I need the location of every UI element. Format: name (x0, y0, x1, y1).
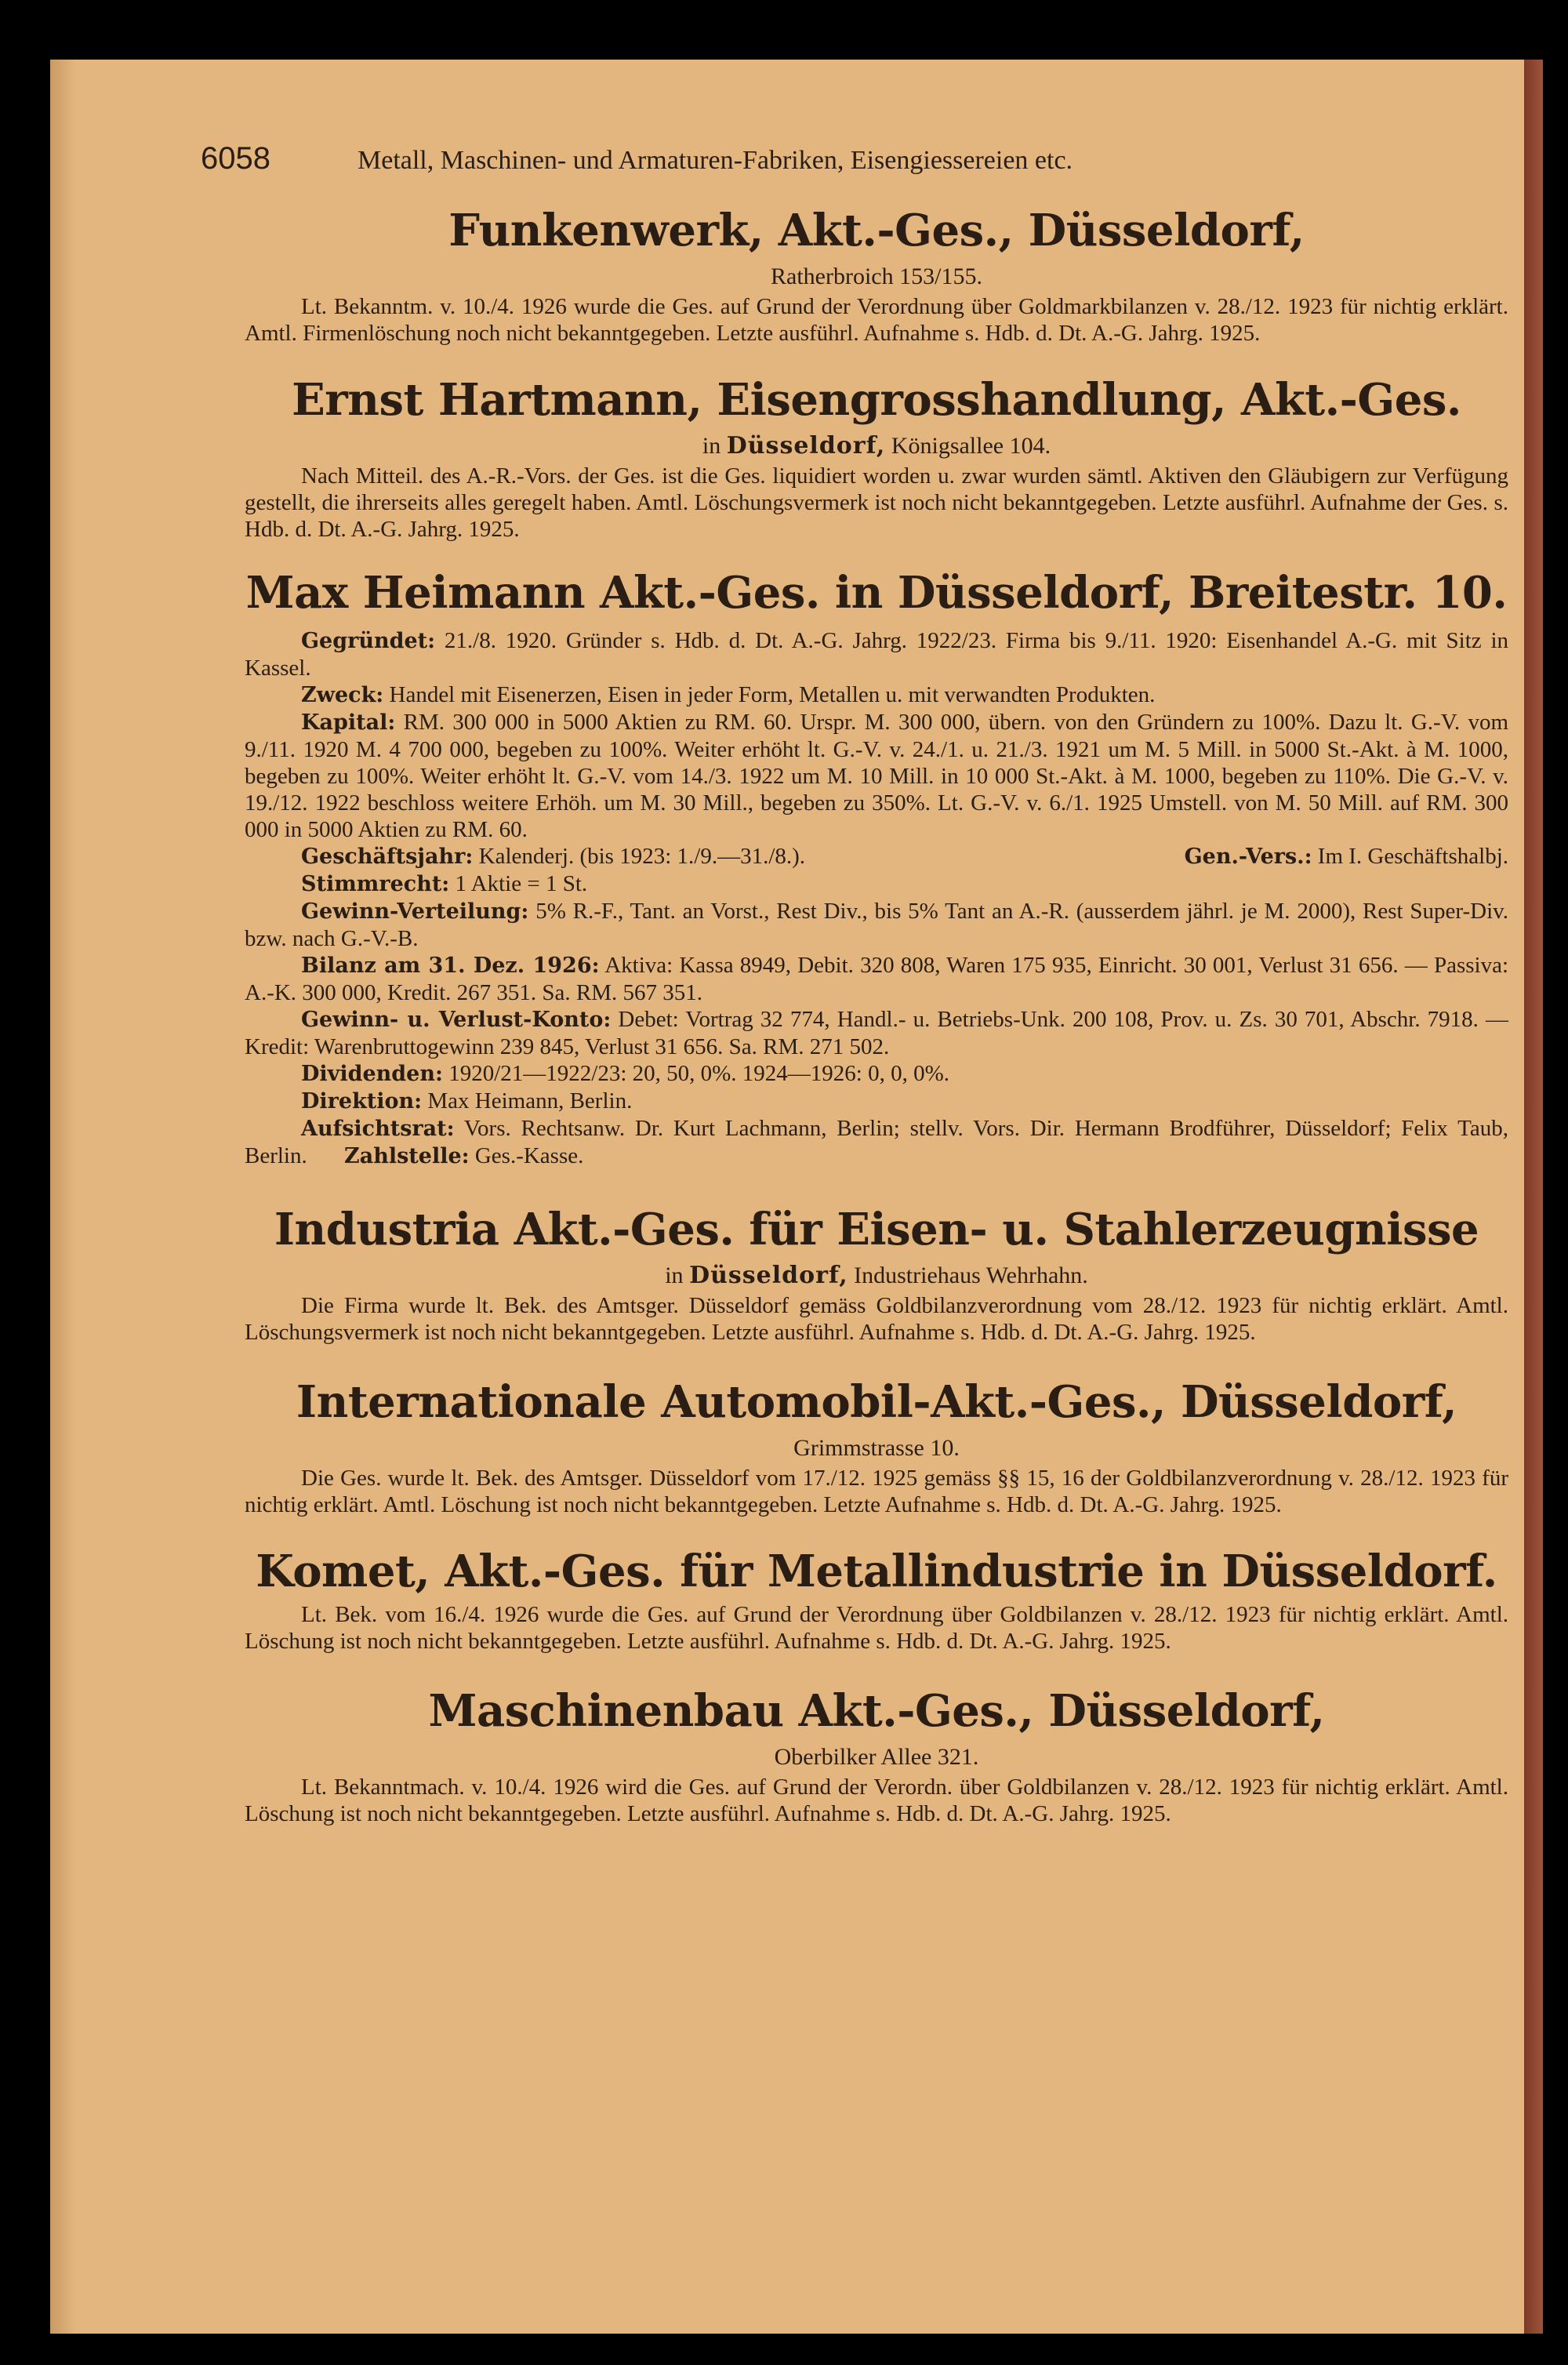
book-spine (1524, 60, 1543, 2334)
entry-text: Nach Mitteil. des A.-R.-Vors. der Ges. ist die Ges. liquidiert worden u. zwar wurden sämtl. Aktiven den Gläubigern zur Verfügung gestellt, die ihrerseits alles geregelt haben. Amtl. Löschungsvermerk ist noch nicht bekanntgegeben. Letzte ausführl. Aufnahme der Ges. s. Hdb. d. Dt. A.-G. Jahrg. 1925. (245, 463, 1508, 542)
field-gewinn-verlust-konto: Gewinn- u. Verlust-Konto: Debet: Vortrag 32 774, Handl.- u. Betriebs-Unk. 200 108, Prov. u. Zs. 30 701, Abschr. 7918. — Kredit: Warenbruttogewinn 239 845, Verlust 31 656. Sa. RM. 271 502. (245, 1007, 1508, 1059)
entry-text: Lt. Bekanntmach. v. 10./4. 1926 wird die Ges. auf Grund der Verordn. über Goldbilanzen v. 28./12. 1923 für nichtig erklärt. Amtl. Löschung ist noch nicht bekanntgegeben. Letzte ausführl. Aufnahme s. Hdb. d. Dt. A.-G. Jahrg. 1925. (245, 1775, 1508, 1826)
field-gen-vers: Gen.-Vers.: Im I. Geschäftshalbj. (1184, 844, 1508, 869)
entry-location: in Düsseldorf, Königsallee 104. (702, 432, 1051, 460)
running-title: Metall, Maschinen- und Armaturen-Fabriken, Eisengiessereien etc. (358, 146, 1073, 175)
entry-ernst-hartmann (245, 370, 1508, 543)
page-edge-shadow (50, 60, 75, 2334)
entry-text: Die Firma wurde lt. Bek. des Amtsger. Düsseldorf gemäss Goldbilanzverordnung vom 28./12. 1923 für nichtig erklärt. Amtl. Löschungsvermerk ist noch nicht bekanntgegeben. Letzte ausführl. Aufnahme s. Hdb. d. Dt. A.-G. Jahrg. 1925. (245, 1293, 1508, 1345)
entry-funkenwerk (245, 201, 1508, 347)
entry-address: Ratherbroich 153/155. (771, 263, 982, 289)
entry-text: Die Ges. wurde lt. Bek. des Amtsger. Düsseldorf vom 17./12. 1925 gemäss §§ 15, 16 der Goldbilanzverordnung v. 28./12. 1923 für nichtig erklärt. Amtl. Löschung ist noch nicht bekanntgegeben. Letzte Aufnahme s. Hdb. d. Dt. A.-G. Jahrg. 1925. (245, 1466, 1508, 1517)
scanned-page (50, 60, 1543, 2334)
field-direktion: Direktion: Max Heimann, Berlin. (301, 1088, 633, 1113)
entry-max-heimann (245, 563, 1508, 1170)
entry-title: Komet, Akt.-Ges. für Metallindustrie in Düsseldorf. (256, 1546, 1497, 1597)
field-zweck: Zweck: Handel mit Eisenerzen, Eisen in jeder Form, Metallen u. mit verwandten Produkten. (301, 682, 1156, 707)
field-gegruendet: Gegründet: 21./8. 1920. Gründer s. Hdb. d. Dt. A.-G. Jahrg. 1922/23. Firma bis 9./11. 1920: Eisenhandel A.-G. mit Sitz in Kassel. (245, 628, 1509, 681)
entry-title: Internationale Automobil-Akt.-Ges., Düsseldorf, (296, 1376, 1457, 1428)
field-geschaeftsjahr: Geschäftsjahr: Kalenderj. (bis 1923: 1./9.—31./8.). (301, 844, 806, 869)
entry-title: Max Heimann Akt.-Ges. in Düsseldorf, Breitestr. 10. (245, 567, 1508, 619)
entry-maschinenbau (245, 1681, 1508, 1827)
field-gewinn-verteilung: Gewinn-Verteilung: 5% R.-F., Tant. an Vorst., Rest Div., bis 5% Tant an A.-R. (ausserdem jährl. je M. 2000), Rest Super-Div. bzw. nach G.-V.-B. (245, 899, 1508, 951)
entry-location: in Düsseldorf, Industriehaus Wehrhahn. (665, 1262, 1088, 1289)
field-stimmrecht: Stimmrecht: 1 Aktie = 1 St. (301, 871, 588, 896)
entry-title: Industria Akt.-Ges. für Eisen- u. Stahlerzeugnisse (274, 1204, 1479, 1255)
entry-title: Maschinenbau Akt.-Ges., Düsseldorf, (428, 1685, 1325, 1737)
field-dividenden: Dividenden: 1920/21—1922/23: 20, 50, 0%. 1924—1926: 0, 0, 0%. (301, 1061, 950, 1086)
field-zahlstelle: Ges.-Kasse. (474, 1143, 584, 1168)
entry-komet (245, 1542, 1508, 1655)
entry-industria (245, 1200, 1508, 1346)
entry-text: Lt. Bekanntm. v. 10./4. 1926 wurde die Ges. auf Grund der Verordnung über Goldmarkbilanzen v. 28./12. 1923 für nichtig erklärt. Amtl. Firmenlöschung noch nicht bekanntgegeben. Letzte ausführl. Aufnahme s. Hdb. d. Dt. A.-G. Jahrg. 1925. (245, 294, 1508, 346)
entry-address: Oberbilker Allee 321. (774, 1744, 979, 1770)
field-geschaeftsjahr-row (245, 843, 1508, 870)
field-aufsichtsrat: Aufsichtsrat: Vors. Rechtsanw. Dr. Kurt Lachmann, Berlin; stellv. Vors. Dir. Hermann Brodführer, Düsseldorf; Felix Taub, Berlin. Zahlstelle: Ges.-Kasse. (245, 1116, 1508, 1168)
running-header (201, 141, 1508, 188)
field-kapital: Kapital: RM. 300 000 in 5000 Aktien zu RM. 60. Urspr. M. 300 000, übern. von den Gründern zu 100%. Dazu lt. G.-V. vom 9./11. 1920 M. 4 700 000, begeben zu 100%. Weiter erhöht lt. G.-V. v. 24./1. u. 21./3. 1921 um M. 5 Mill. in 5000 St.-Akt. à M. 1000, begeben zu 100%. Weiter erhöht lt. G.-V. vom 14./3. 1922 um M. 10 Mill. in 10 000 St.-Akt. à M. 1000, begeben zu 110%. Die G.-V. v. 19./12. 1922 beschloss weitere Erhöh. um M. 30 Mill., begeben zu 350%. Lt. G.-V. v. 6./1. 1925 Umstell. von M. 50 Mill. auf RM. 300 000 in 5000 Aktien zu RM. 60. (245, 710, 1509, 842)
page-content (201, 141, 1509, 1827)
entry-address: Grimmstrasse 10. (793, 1435, 960, 1461)
entry-internationale-automobil (245, 1372, 1508, 1518)
field-bilanz: Bilanz am 31. Dez. 1926: Aktiva: Kassa 8949, Debit. 320 808, Waren 175 935, Einricht. 30 001, Verlust 31 656. — Passiva: A.-K. 300 000, Kredit. 267 351. Sa. RM. 567 351. (245, 953, 1509, 1005)
entry-title: Ernst Hartmann, Eisengrosshandlung, Akt.-Ges. (292, 374, 1461, 426)
entry-text: Lt. Bek. vom 16./4. 1926 wurde die Ges. auf Grund der Verordnung über Goldbilanzen v. 28./12. 1923 für nichtig erklärt. Amtl. Löschung ist noch nicht bekanntgegeben. Letzte ausführl. Aufnahme s. Hdb. d. Dt. A.-G. Jahrg. 1925. (245, 1602, 1508, 1654)
entry-title: Funkenwerk, Akt.-Ges., Düsseldorf, (448, 205, 1305, 256)
page-number: 6058 (201, 141, 270, 176)
field-zahlstelle-label: Zahlstelle: (344, 1144, 470, 1168)
